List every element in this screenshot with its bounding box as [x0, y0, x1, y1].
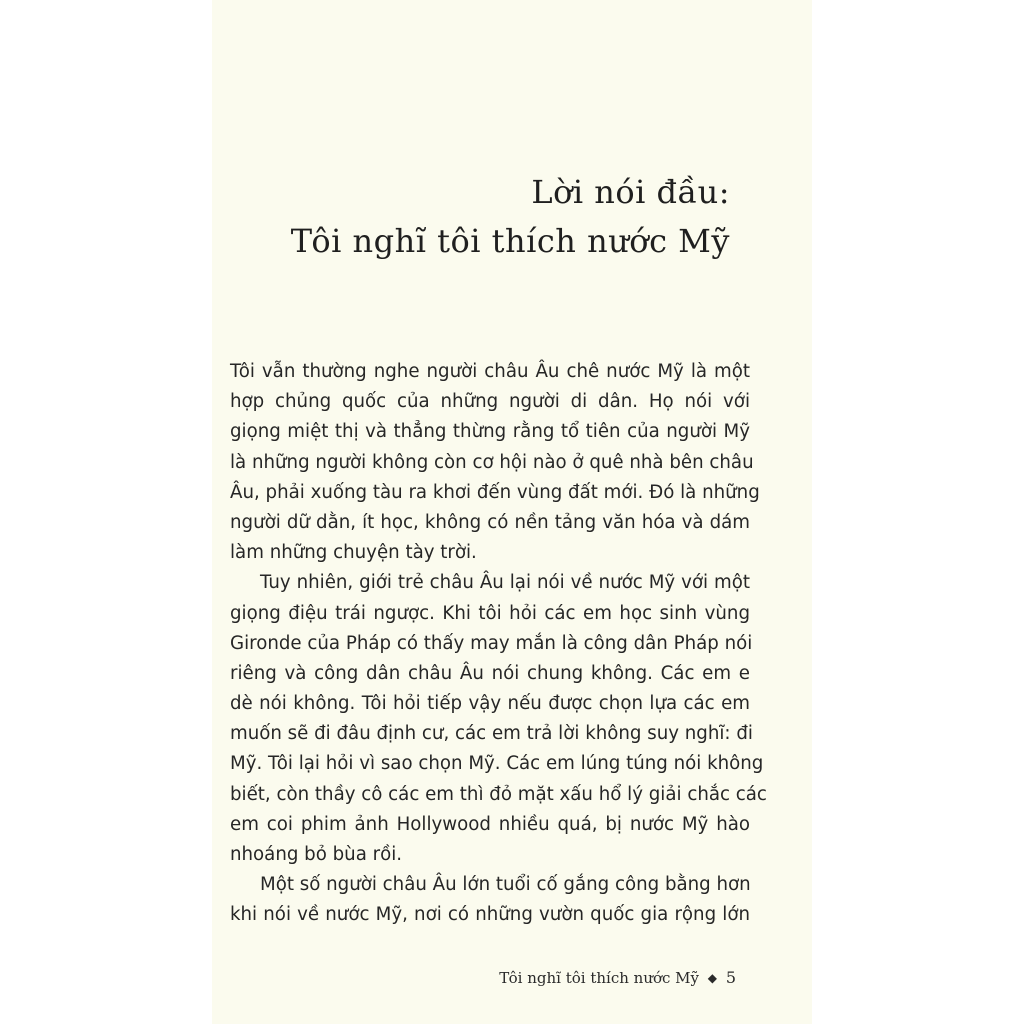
text-line: Mỹ. Tôi lại hỏi vì sao chọn Mỹ. Các em lúng túng nói không — [230, 753, 764, 775]
text-line: nhoáng bỏ bùa rồi. — [230, 844, 403, 865]
text-line: Âu, phải xuống tàu ra khơi đến vùng đất mới. Đó là những — [230, 481, 760, 503]
text-line: riêng và công dân châu Âu nói chung không. Các em e — [230, 662, 750, 684]
text-line: hợp chủng quốc của những người di dân. Họ nói với — [230, 391, 750, 413]
text-line: Tuy nhiên, giới trẻ châu Âu lại nói về nước Mỹ với một — [260, 572, 750, 594]
body-text — [230, 357, 767, 931]
text-line: dè nói không. Tôi hỏi tiếp vậy nếu được chọn lựa các em — [230, 693, 750, 715]
chapter-title-line-2: Tôi nghĩ tôi thích nước Mỹ — [290, 222, 730, 260]
book-page — [212, 0, 812, 1024]
text-line: Tôi vẫn thường nghe người châu Âu chê nước Mỹ là một — [230, 361, 750, 382]
text-line: khi nói về nước Mỹ, nơi có những vườn quốc gia rộng lớn — [230, 904, 750, 926]
text-line: là những người không còn cơ hội nào ở quê nhà bên châu — [230, 451, 754, 473]
text-line: người dữ dằn, ít học, không có nền tảng văn hóa và dám — [230, 511, 750, 533]
text-line: biết, còn thầy cô các em thì đỏ mặt xấu hổ lý giải chắc các — [230, 783, 767, 805]
chapter-title-line-1: Lời nói đầu: — [531, 173, 730, 211]
text-line: muốn sẽ đi đâu định cư, các em trả lời không suy nghĩ: đi — [230, 723, 753, 745]
text-line: Một số người châu Âu lớn tuổi cố gắng công bằng hơn — [260, 874, 751, 896]
running-title: Tôi nghĩ tôi thích nước Mỹ — [499, 969, 700, 987]
text-line: giọng điệu trái ngược. Khi tôi hỏi các em học sinh vùng — [230, 602, 750, 624]
text-line: giọng miệt thị và thẳng thừng rằng tổ tiên của người Mỹ — [230, 421, 750, 443]
diamond-separator-icon: ◆ — [707, 971, 718, 985]
text-line: Gironde của Pháp có thấy may mắn là công dân Pháp nói — [230, 632, 753, 654]
page-number: 5 — [725, 968, 736, 987]
page-footer — [499, 968, 736, 987]
text-line: em coi phim ảnh Hollywood nhiều quá, bị nước Mỹ hào — [230, 813, 750, 835]
text-line: làm những chuyện tày trời. — [230, 542, 477, 564]
